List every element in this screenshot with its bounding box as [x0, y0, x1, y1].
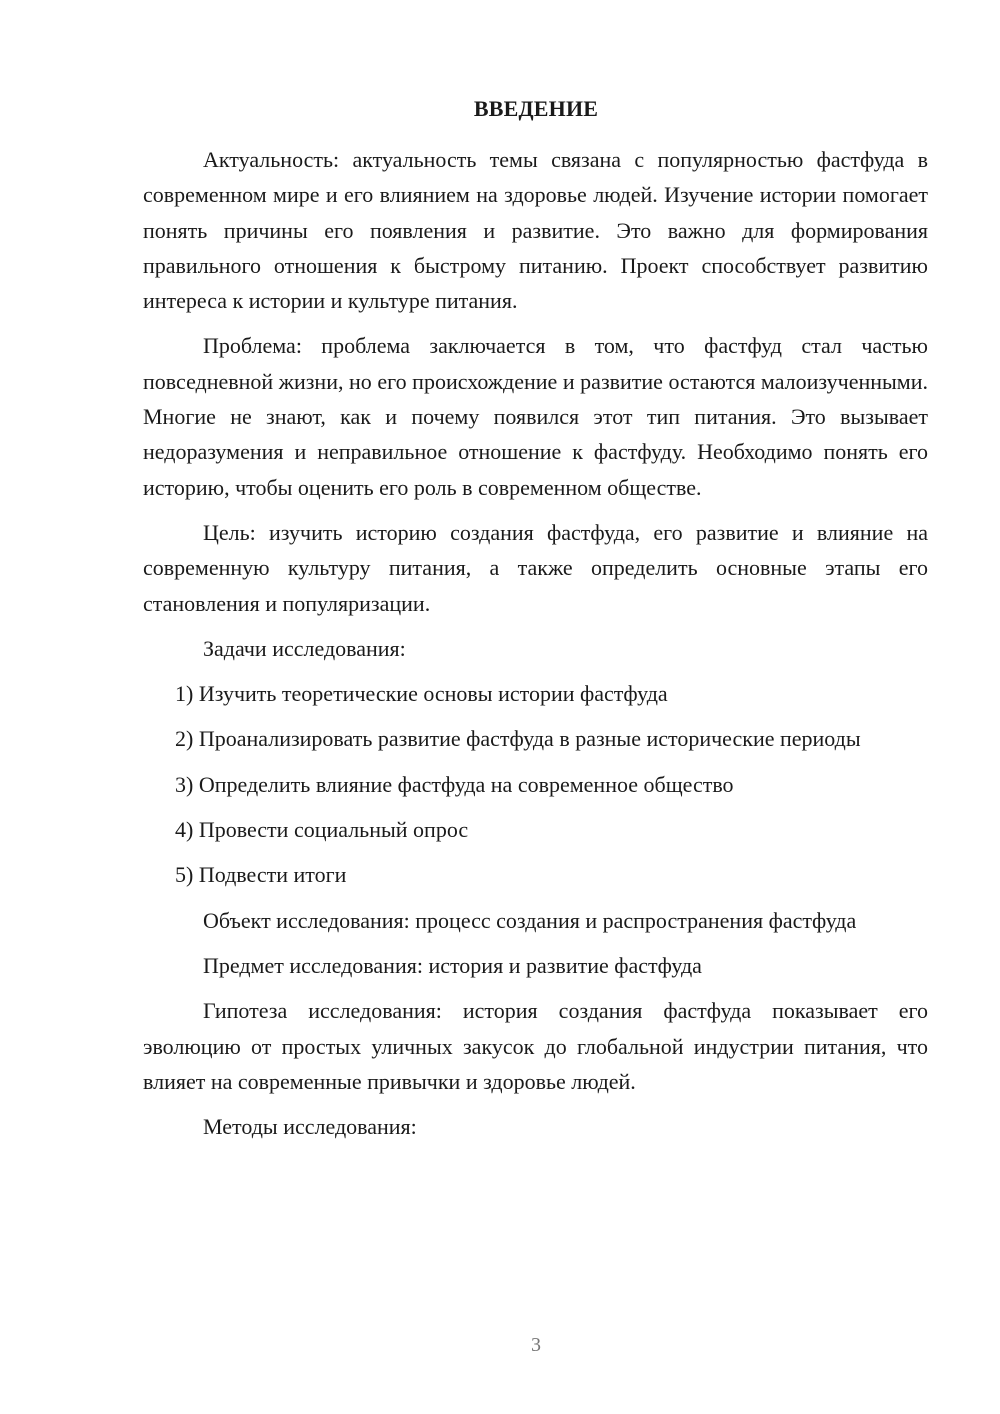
- paragraph-object: Объект исследования: процесс создания и распространения фастфуда: [203, 907, 857, 933]
- paragraph-tasks-heading: Задачи исследования:: [203, 635, 406, 661]
- page-title: ВВЕДЕНИЕ: [473, 96, 599, 121]
- page-number: 3: [531, 1334, 541, 1356]
- paragraph-subject: Предмет исследования: история и развитие фастфуда: [203, 952, 702, 978]
- task-item-4: 4) Провести социальный опрос: [175, 817, 469, 843]
- task-item-3: 3) Определить влияние фастфуда на современное общество: [175, 771, 734, 797]
- task-item-1: 1) Изучить теоретические основы истории фастфуда: [175, 681, 668, 707]
- paragraph-hypothesis: Гипотеза исследования: история создания фастфуда показывает его эволюцию от простых уличных закусок до глобальной индустрии питания, что влияет на современные привычки и здоровье людей.: [143, 998, 928, 1094]
- paragraph-problem: Проблема: проблема заключается в том, что фастфуд стал частью повседневной жизни, но его происхождение и развитие остаются малоизученными. Многие не знают, как и почему появился этот тип питания. Это вызывает недоразумения и неправильное отношение к фастфуду. Необходимо понять его историю, чтобы оценить его роль в современном обществе.: [143, 333, 928, 500]
- paragraph-methods: Методы исследования:: [203, 1114, 417, 1140]
- task-item-2: 2) Проанализировать развитие фастфуда в разные исторические периоды: [175, 726, 861, 752]
- paragraph-goal: Цель: изучить историю создания фастфуда, его развитие и влияние на современную культуру питания, а также определить основные этапы его становления и популяризации.: [143, 519, 928, 616]
- paragraph-relevance: Актуальность: актуальность темы связана с популярностью фастфуда в современном мире и его влиянием на здоровье людей. Изучение истории помогает понять причины его появления и развитие. Это важно для формирования правильного отношения к быстрому питанию. Проект способствует развитию интереса к истории и культуре питания.: [143, 147, 928, 314]
- document-body: [143, 142, 928, 1154]
- task-item-5: 5) Подвести итоги: [175, 862, 347, 888]
